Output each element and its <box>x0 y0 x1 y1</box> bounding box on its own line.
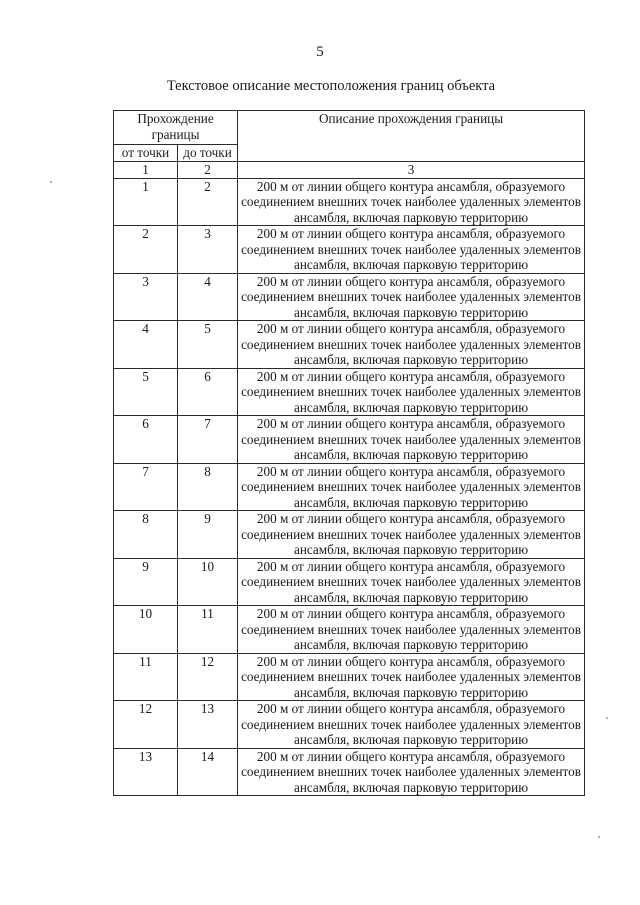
header-to-point: до точки <box>178 145 238 162</box>
table-row <box>114 701 585 749</box>
from-point-cell: 7 <box>114 463 178 511</box>
column-number: 3 <box>238 162 585 179</box>
table-row <box>114 748 585 796</box>
to-point-cell: 2 <box>178 178 238 226</box>
description-cell: 200 м от линии общего контура ансамбля, образуемого соединением внешних точек наиболее удаленных элементов ансамбля, включая парковую территорию <box>238 226 585 274</box>
from-point-cell: 1 <box>114 178 178 226</box>
to-point-cell: 5 <box>178 321 238 369</box>
column-number: 2 <box>178 162 238 179</box>
table-row <box>114 368 585 416</box>
description-cell: 200 м от линии общего контура ансамбля, образуемого соединением внешних точек наиболее удаленных элементов ансамбля, включая парковую территорию <box>238 748 585 796</box>
from-point-cell: 3 <box>114 273 178 321</box>
description-cell: 200 м от линии общего контура ансамбля, образуемого соединением внешних точек наиболее удаленных элементов ансамбля, включая парковую территорию <box>238 368 585 416</box>
table-row <box>114 416 585 464</box>
to-point-cell: 4 <box>178 273 238 321</box>
table-row <box>114 178 585 226</box>
to-point-cell: 3 <box>178 226 238 274</box>
table-row <box>114 321 585 369</box>
to-point-cell: 6 <box>178 368 238 416</box>
to-point-cell: 8 <box>178 463 238 511</box>
column-number: 1 <box>114 162 178 179</box>
table-row <box>114 558 585 606</box>
from-point-cell: 12 <box>114 701 178 749</box>
description-cell: 200 м от линии общего контура ансамбля, образуемого соединением внешних точек наиболее удаленных элементов ансамбля, включая парковую территорию <box>238 511 585 559</box>
description-cell: 200 м от линии общего контура ансамбля, образуемого соединением внешних точек наиболее удаленных элементов ансамбля, включая парковую территорию <box>238 606 585 654</box>
page-number: 5 <box>316 44 324 60</box>
description-cell: 200 м от линии общего контура ансамбля, образуемого соединением внешних точек наиболее удаленных элементов ансамбля, включая парковую территорию <box>238 463 585 511</box>
from-point-cell: 11 <box>114 653 178 701</box>
to-point-cell: 13 <box>178 701 238 749</box>
header-boundary-passage: Прохождение границы <box>114 111 238 145</box>
to-point-cell: 12 <box>178 653 238 701</box>
from-point-cell: 8 <box>114 511 178 559</box>
header-from-point: от точки <box>114 145 178 162</box>
from-point-cell: 9 <box>114 558 178 606</box>
scan-speck <box>606 717 608 719</box>
description-cell: 200 м от линии общего контура ансамбля, образуемого соединением внешних точек наиболее удаленных элементов ансамбля, включая парковую территорию <box>238 321 585 369</box>
description-cell: 200 м от линии общего контура ансамбля, образуемого соединением внешних точек наиболее удаленных элементов ансамбля, включая парковую территорию <box>238 416 585 464</box>
from-point-cell: 5 <box>114 368 178 416</box>
to-point-cell: 7 <box>178 416 238 464</box>
table-row <box>114 653 585 701</box>
scan-speck <box>598 836 600 838</box>
header-description: Описание прохождения границы <box>238 111 585 162</box>
from-point-cell: 10 <box>114 606 178 654</box>
to-point-cell: 9 <box>178 511 238 559</box>
description-cell: 200 м от линии общего контура ансамбля, образуемого соединением внешних точек наиболее удаленных элементов ансамбля, включая парковую территорию <box>238 653 585 701</box>
description-cell: 200 м от линии общего контура ансамбля, образуемого соединением внешних точек наиболее удаленных элементов ансамбля, включая парковую территорию <box>238 701 585 749</box>
to-point-cell: 10 <box>178 558 238 606</box>
description-cell: 200 м от линии общего контура ансамбля, образуемого соединением внешних точек наиболее удаленных элементов ансамбля, включая парковую территорию <box>238 558 585 606</box>
from-point-cell: 2 <box>114 226 178 274</box>
table-row <box>114 511 585 559</box>
table-row <box>114 226 585 274</box>
table-row <box>114 463 585 511</box>
from-point-cell: 6 <box>114 416 178 464</box>
column-number-row <box>114 162 585 179</box>
document-title: Текстовое описание местоположения границ объекта <box>166 78 496 94</box>
table-row <box>114 606 585 654</box>
scan-speck <box>50 181 52 183</box>
from-point-cell: 13 <box>114 748 178 796</box>
to-point-cell: 11 <box>178 606 238 654</box>
description-cell: 200 м от линии общего контура ансамбля, образуемого соединением внешних точек наиболее удаленных элементов ансамбля, включая парковую территорию <box>238 273 585 321</box>
to-point-cell: 14 <box>178 748 238 796</box>
table-row <box>114 273 585 321</box>
description-cell: 200 м от линии общего контура ансамбля, образуемого соединением внешних точек наиболее удаленных элементов ансамбля, включая парковую территорию <box>238 178 585 226</box>
boundary-table <box>113 110 585 796</box>
from-point-cell: 4 <box>114 321 178 369</box>
